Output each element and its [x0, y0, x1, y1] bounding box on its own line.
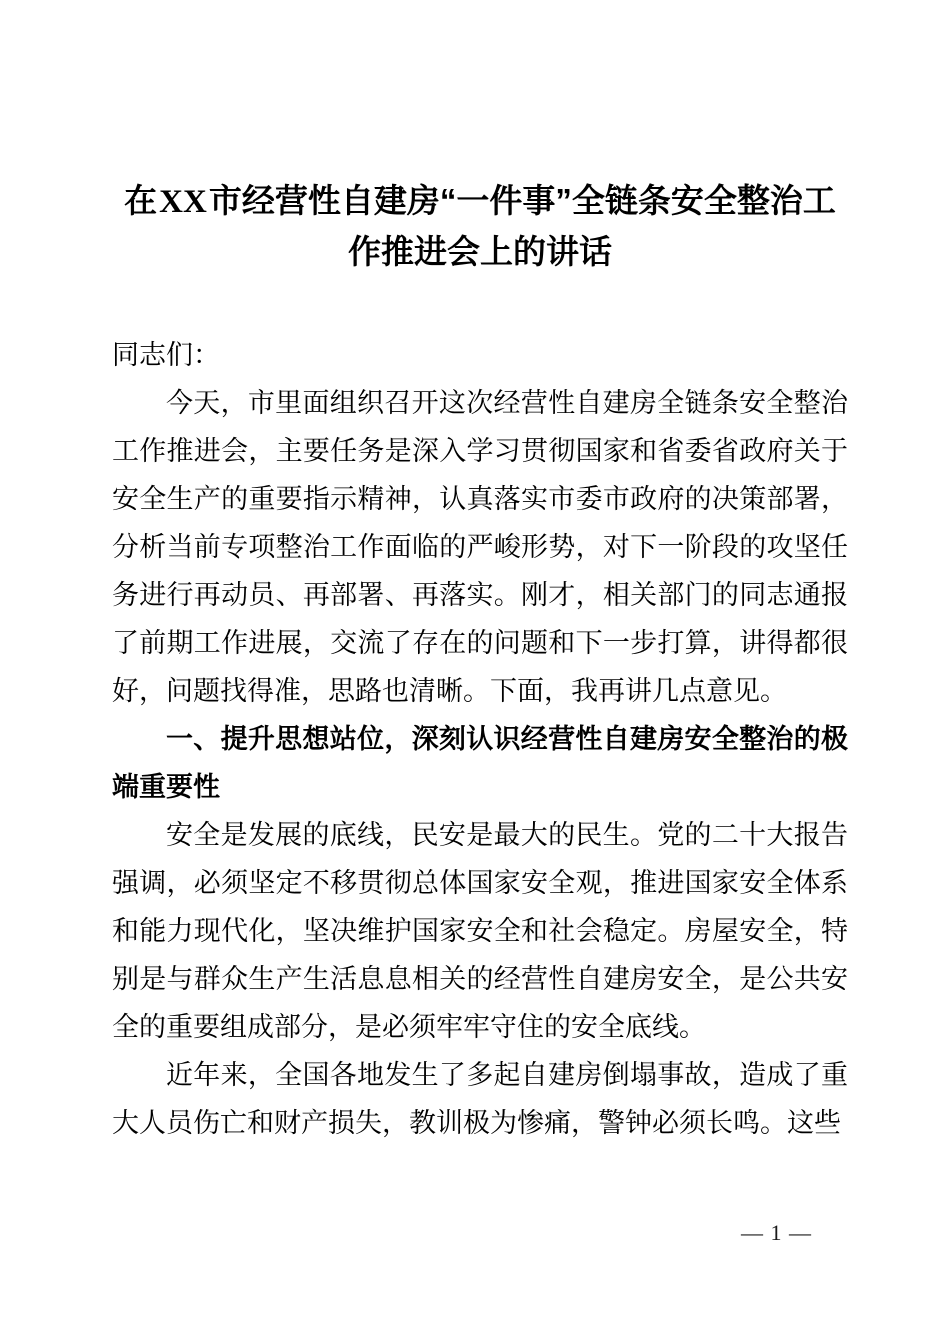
paragraph-safety-baseline: 安全是发展的底线，民安是最大的民生。党的二十大报告强调，必须坚定不移贯彻总体国家安全观，推进国家安全体系和能力现代化，坚决维护国家安全和社会稳定。房屋安全，特别是与群众生产生活息息相关的经营性自建房安全，是公共安全的重要组成部分，是必须牢牢守住的安全底线。: [112, 820, 848, 1042]
section-heading-1: 一、提升思想站位，深刻认识经营性自建房安全整治的极端重要性: [112, 724, 848, 802]
paragraph-recent-years: 近年来，全国各地发生了多起自建房倒塌事故，造成了重大人员伤亡和财产损失，教训极为惨痛，警钟必须长鸣。这些: [112, 1060, 848, 1138]
page-number-footer: — 1 —: [741, 1220, 812, 1245]
document-body: [112, 0, 848, 1147]
paragraph-opening: 今天，市里面组织召开这次经营性自建房全链条安全整治工作推进会，主要任务是深入学习贯彻国家和省委省政府关于安全生产的重要指示精神，认真落实市委市政府的决策部署，分析当前专项整治工作面临的严峻形势，对下一阶段的攻坚任务进行再动员、再部署、再落实。刚才，相关部门的同志通报了前期工作进展，交流了存在的问题和下一步打算，讲得都很好，问题找得准，思路也清晰。下面，我再讲几点意见。: [112, 388, 848, 706]
title-suffix-text: 市经营性自建房“一件事”全链条安全整治工作推进会上的讲话: [208, 182, 836, 270]
salutation: 同志们：: [112, 340, 220, 370]
title-latin-token: XX: [159, 184, 207, 220]
title-prefix-text: 在: [124, 182, 158, 219]
page-title: [112, 0, 848, 276]
